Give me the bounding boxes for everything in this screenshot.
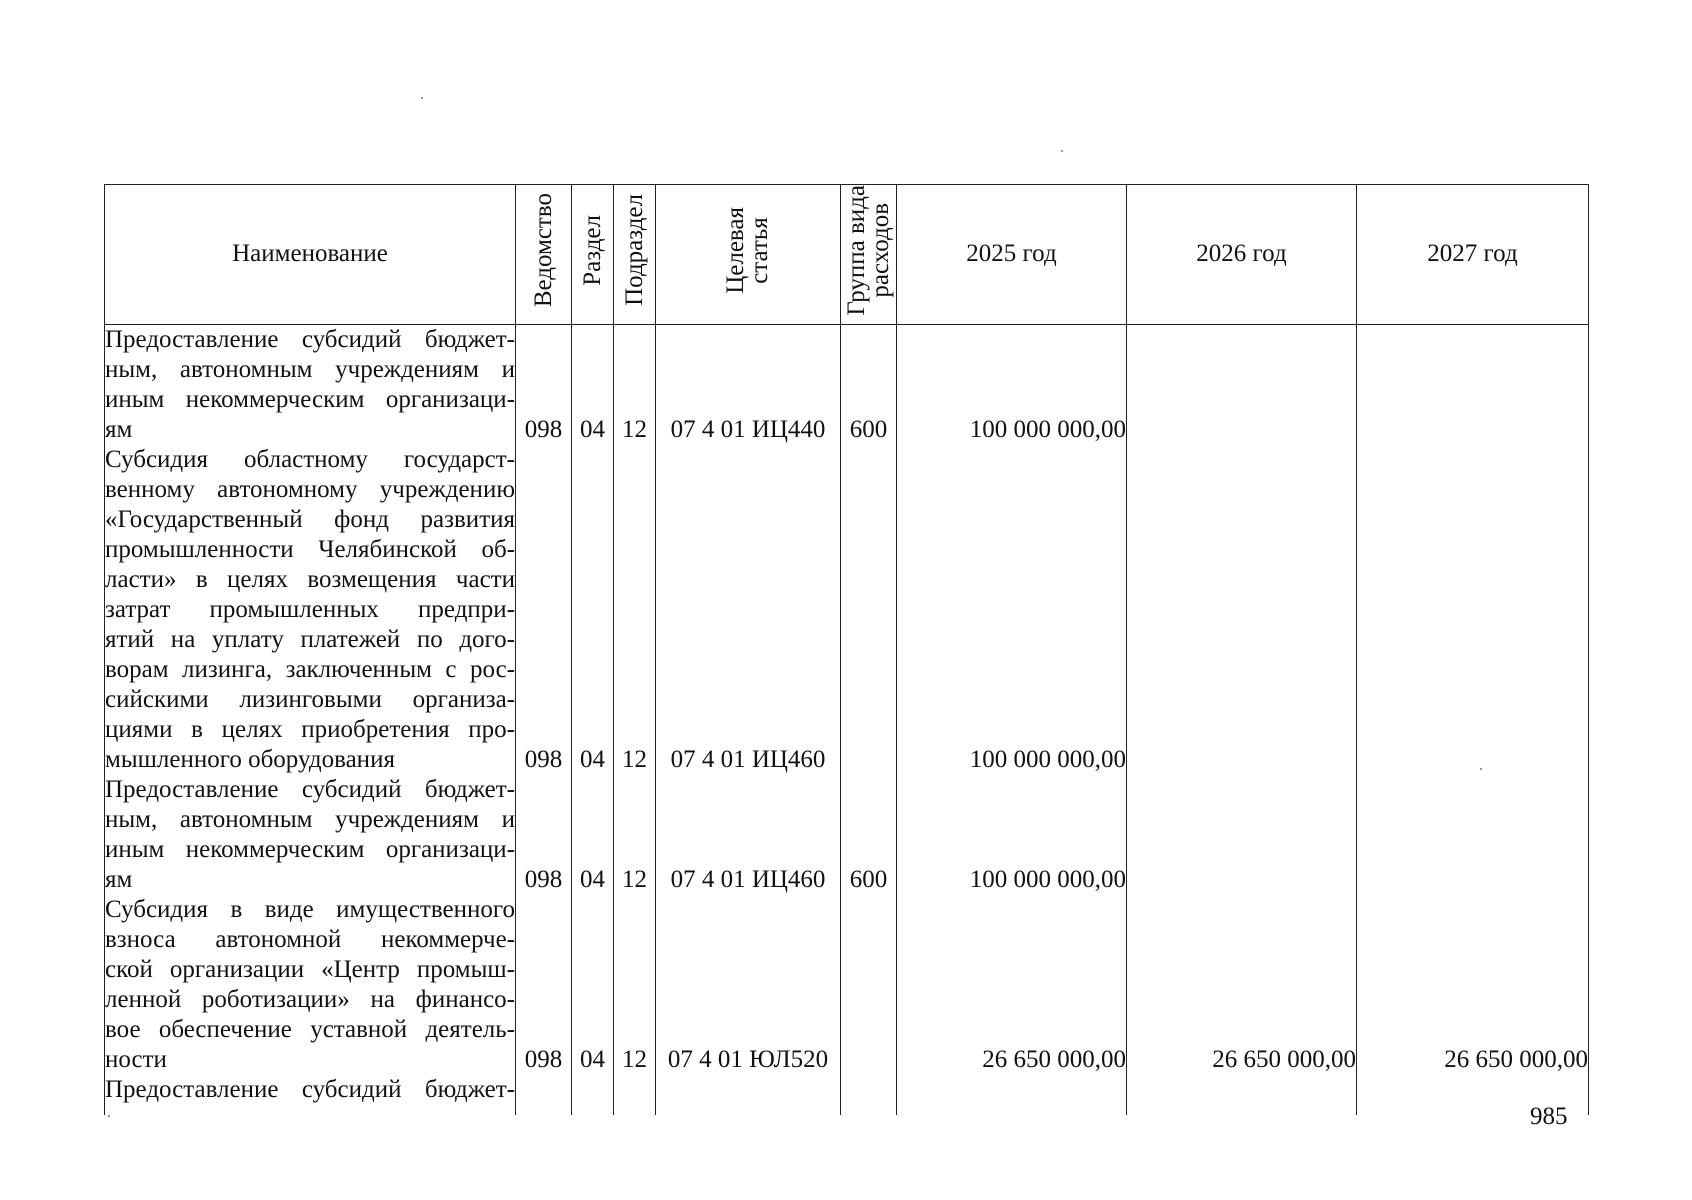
row-section: 04 <box>572 445 614 775</box>
header-year-2027 <box>1357 185 1589 325</box>
header-department <box>516 185 572 325</box>
header-target-item <box>656 185 841 325</box>
header-name-label: Наименование <box>232 240 388 268</box>
row-target-item: 07 4 01 ИЦ460 <box>656 775 841 895</box>
row-name <box>105 775 516 895</box>
row-department <box>516 1075 572 1115</box>
scan-speck <box>1061 150 1063 152</box>
row-name-line: ворам лизинга, заключенным с рос- <box>105 655 515 683</box>
row-name-line: промышленности Челябинской об- <box>105 535 515 563</box>
header-section <box>572 185 614 325</box>
row-name-line: циями в целях приобретения про- <box>105 715 515 743</box>
row-subsection: 12 <box>614 324 656 445</box>
row-expense-group <box>841 1075 897 1115</box>
row-name-line: затрат промышленных предпри- <box>105 595 515 623</box>
row-name-line: Предоставление субсидий бюджет- <box>105 325 515 353</box>
row-department: 098 <box>516 775 572 895</box>
row-amount-2027 <box>1357 324 1589 445</box>
row-name-line: ности <box>105 1045 167 1073</box>
row-target-item: 07 4 01 ИЦ440 <box>656 324 841 445</box>
row-name-line: Предоставление субсидий бюджет- <box>105 1075 515 1103</box>
row-section <box>572 1075 614 1115</box>
header-subsection <box>614 185 656 325</box>
row-section: 04 <box>572 324 614 445</box>
row-name-line: сийскими лизинговыми организа- <box>105 685 515 713</box>
budget-table <box>104 184 1589 1115</box>
row-section: 04 <box>572 775 614 895</box>
row-amount-2025: 100 000 000,00 <box>897 775 1127 895</box>
row-name-line: вое обеспечение уставной деятель- <box>105 1015 515 1043</box>
header-section-label: Раздел <box>578 214 606 286</box>
row-name-line: Предоставление субсидий бюджет- <box>105 775 515 803</box>
table-row <box>105 324 1589 445</box>
row-name-line: ям <box>105 865 133 893</box>
row-name-line: ным, автономным учреждениям и <box>105 355 515 383</box>
row-name-line: «Государственный фонд развития <box>105 505 515 533</box>
row-amount-2026: 26 650 000,00 <box>1127 895 1357 1075</box>
header-name <box>105 185 516 325</box>
row-name <box>105 895 516 1075</box>
header-year-2026 <box>1127 185 1357 325</box>
row-name-line: ской организации «Центр промыш- <box>105 955 515 983</box>
header-year-2026-label: 2026 год <box>1196 240 1287 268</box>
page-number: 985 <box>1530 1103 1568 1130</box>
scan-speck <box>1480 768 1482 770</box>
row-name-line: Субсидия в виде имущественного <box>105 895 515 923</box>
row-target-item <box>656 1075 841 1115</box>
header-year-2025-label: 2025 год <box>966 240 1057 268</box>
row-subsection <box>614 1075 656 1115</box>
row-name-line: ным, автономным учреждениям и <box>105 805 515 833</box>
row-name-line: венному автономному учреждению <box>105 475 515 503</box>
row-amount-2026 <box>1127 1075 1357 1115</box>
row-amount-2025: 100 000 000,00 <box>897 445 1127 775</box>
row-name <box>105 445 516 775</box>
header-expense-group-label: Группа вида расходов <box>842 185 894 316</box>
scan-speck <box>421 97 423 99</box>
row-name-line: Субсидия областному государст- <box>105 445 515 473</box>
row-amount-2027 <box>1357 445 1589 775</box>
row-amount-2025: 100 000 000,00 <box>897 324 1127 445</box>
header-target-item-label: Целевая статья <box>722 206 773 294</box>
row-department: 098 <box>516 324 572 445</box>
row-name-line: ям <box>105 415 133 443</box>
row-name <box>105 1075 516 1115</box>
table-body <box>105 324 1589 1115</box>
row-department: 098 <box>516 445 572 775</box>
header-subsection-label: Подраздел <box>620 194 648 307</box>
row-expense-group: 600 <box>841 324 897 445</box>
row-amount-2027: 26 650 000,00 <box>1357 895 1589 1075</box>
row-expense-group: 600 <box>841 775 897 895</box>
table-row <box>105 445 1589 775</box>
row-expense-group <box>841 895 897 1075</box>
row-name-line: ласти» в целях возмещения части <box>105 565 515 593</box>
row-name-line: ятий на уплату платежей по дого- <box>105 625 515 653</box>
row-amount-2026 <box>1127 775 1357 895</box>
header-expense-group <box>841 185 897 325</box>
row-section: 04 <box>572 895 614 1075</box>
table-row <box>105 895 1589 1075</box>
row-subsection: 12 <box>614 445 656 775</box>
table-row <box>105 775 1589 895</box>
row-department: 098 <box>516 895 572 1075</box>
header-year-2027-label: 2027 год <box>1427 240 1518 268</box>
table-row-continued <box>105 1075 1589 1115</box>
row-name-line: иным некоммерческим организаци- <box>105 385 515 413</box>
header-department-label: Ведомство <box>529 193 557 308</box>
row-amount-2026 <box>1127 324 1357 445</box>
row-amount-2025: 26 650 000,00 <box>897 895 1127 1075</box>
header-year-2025 <box>897 185 1127 325</box>
row-subsection: 12 <box>614 775 656 895</box>
row-name-line: ленной роботизации» на финансо- <box>105 985 515 1013</box>
row-amount-2026 <box>1127 445 1357 775</box>
row-name-line: мышленного оборудования <box>105 745 395 773</box>
row-amount-2025 <box>897 1075 1127 1115</box>
row-name-line: иным некоммерческим организаци- <box>105 835 515 863</box>
row-expense-group <box>841 445 897 775</box>
row-name <box>105 324 516 445</box>
table-header-row <box>105 185 1589 325</box>
row-target-item: 07 4 01 ЮЛ520 <box>656 895 841 1075</box>
row-target-item: 07 4 01 ИЦ460 <box>656 445 841 775</box>
row-amount-2027 <box>1357 775 1589 895</box>
scan-speck <box>108 1115 110 1117</box>
row-subsection: 12 <box>614 895 656 1075</box>
row-name-line: взноса автономной некоммерче- <box>105 925 515 953</box>
